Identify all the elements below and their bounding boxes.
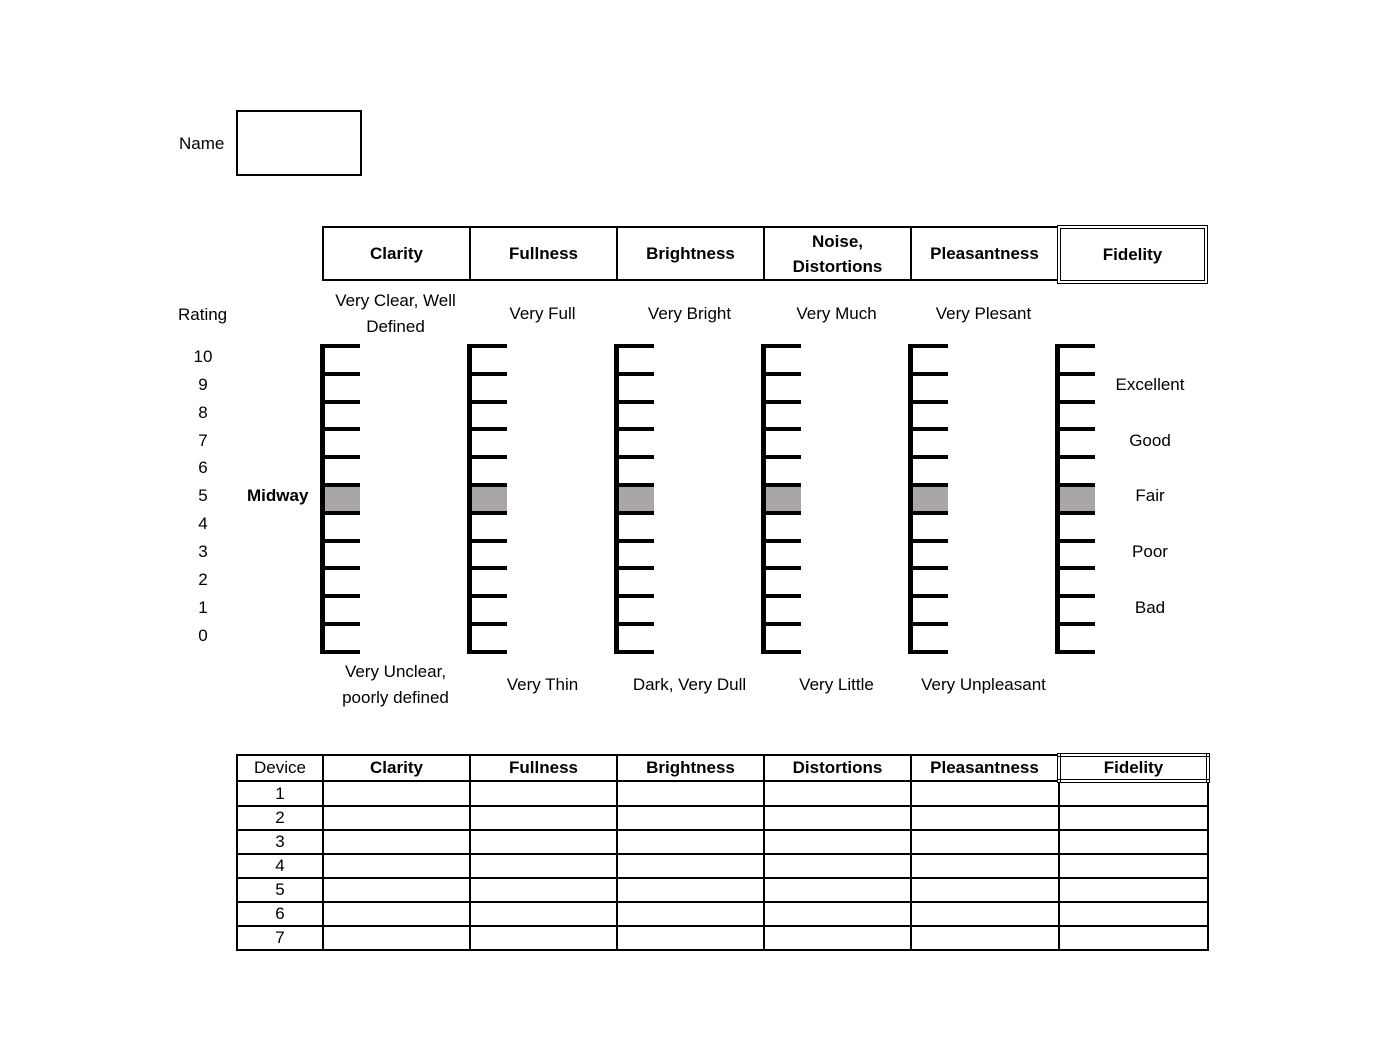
scale-tick (614, 372, 654, 376)
scale-tick (320, 594, 360, 598)
scale-tick (1055, 539, 1095, 543)
rating-number: 9 (198, 375, 208, 394)
scale-fullness[interactable] (467, 344, 509, 654)
scale-tick (1055, 455, 1095, 459)
top-descriptor-fullness: Very Full (509, 304, 576, 323)
scale-noise-distortions[interactable] (761, 344, 803, 654)
score-cell[interactable] (470, 854, 617, 878)
scale-midway-band (619, 487, 654, 511)
score-cell[interactable] (764, 926, 911, 950)
scale-tick (908, 511, 948, 515)
score-cell[interactable] (764, 830, 911, 854)
scale-midway-band (1060, 487, 1095, 511)
scale-tick (908, 622, 948, 626)
scale-tick (467, 427, 507, 431)
score-cell[interactable] (764, 854, 911, 878)
rating-number: 2 (198, 570, 208, 589)
scale-tick (761, 650, 801, 654)
bottom-descriptor-pleasantness: Very Unpleasant (921, 675, 1046, 694)
scale-tick (320, 427, 360, 431)
score-cell[interactable] (323, 781, 470, 806)
scale-tick (1055, 372, 1095, 376)
scale-tick (614, 511, 654, 515)
score-cell[interactable] (1059, 878, 1208, 902)
score-cell[interactable] (470, 781, 617, 806)
score-cell[interactable] (323, 854, 470, 878)
device-number: 6 (237, 902, 323, 926)
scale-tick (761, 594, 801, 598)
scale-tick (614, 539, 654, 543)
scale-tick (320, 511, 360, 515)
scale-tick (761, 400, 801, 404)
top-descriptor-clarity: Very Clear, Well Defined (335, 291, 456, 336)
scale-tick (320, 455, 360, 459)
device-number: 3 (237, 830, 323, 854)
score-cell[interactable] (911, 830, 1059, 854)
column-header-brightness: Brightness (617, 755, 764, 781)
rating-number: 7 (198, 431, 208, 450)
scale-clarity[interactable] (320, 344, 362, 654)
scale-tick (1055, 400, 1095, 404)
scale-tick (761, 427, 801, 431)
scale-midway-band (913, 487, 948, 511)
table-row (237, 902, 1208, 926)
column-header-pleasantness: Pleasantness (911, 755, 1059, 781)
scale-tick (1055, 427, 1095, 431)
header-fullness: Fullness (469, 226, 618, 281)
scale-tick (761, 622, 801, 626)
results-header-row (237, 755, 1208, 781)
midway-label: Midway (247, 486, 309, 505)
header-pleasantness: Pleasantness (910, 226, 1059, 281)
score-cell[interactable] (911, 781, 1059, 806)
scale-tick (614, 344, 654, 348)
scale-tick (614, 427, 654, 431)
scale-tick (1055, 622, 1095, 626)
scale-tick (908, 566, 948, 570)
score-cell[interactable] (617, 902, 764, 926)
score-cell[interactable] (1059, 902, 1208, 926)
rating-number: 1 (198, 598, 208, 617)
score-cell[interactable] (911, 878, 1059, 902)
scale-tick (320, 650, 360, 654)
scale-brightness[interactable] (614, 344, 656, 654)
score-cell[interactable] (911, 806, 1059, 830)
score-cell[interactable] (470, 806, 617, 830)
scale-tick (908, 400, 948, 404)
scale-tick (614, 400, 654, 404)
scale-tick (614, 650, 654, 654)
scale-tick (614, 594, 654, 598)
scale-tick (614, 566, 654, 570)
scale-tick (908, 344, 948, 348)
score-cell[interactable] (323, 902, 470, 926)
rating-number: 6 (198, 458, 208, 477)
table-row (237, 926, 1208, 950)
score-cell[interactable] (911, 902, 1059, 926)
scale-tick (320, 344, 360, 348)
header-brightness: Brightness (616, 226, 765, 281)
scale-tick (320, 372, 360, 376)
rating-number: 10 (193, 347, 213, 366)
quality-label-poor: Poor (1132, 542, 1168, 561)
scale-tick (467, 539, 507, 543)
score-cell[interactable] (1059, 854, 1208, 878)
bottom-descriptor-brightness: Dark, Very Dull (632, 675, 747, 694)
top-descriptor-noise: Very Much (796, 304, 877, 323)
score-cell[interactable] (911, 926, 1059, 950)
rating-number: 5 (198, 486, 208, 505)
device-number: 2 (237, 806, 323, 830)
rating-number: 8 (198, 403, 208, 422)
scale-fidelity[interactable] (1055, 344, 1097, 654)
scale-tick (467, 566, 507, 570)
scale-tick (908, 650, 948, 654)
score-cell[interactable] (1059, 781, 1208, 806)
score-cell[interactable] (617, 878, 764, 902)
header-fidelity: Fidelity (1057, 225, 1208, 284)
scale-tick (614, 622, 654, 626)
column-header-distortions: Distortions (764, 755, 911, 781)
table-row (237, 878, 1208, 902)
scale-midway-band (766, 487, 801, 511)
scale-tick (908, 539, 948, 543)
scale-tick (320, 566, 360, 570)
scale-tick (761, 344, 801, 348)
scale-midway-band (472, 487, 507, 511)
score-cell[interactable] (764, 878, 911, 902)
score-cell[interactable] (470, 878, 617, 902)
table-row (237, 830, 1208, 854)
device-number: 5 (237, 878, 323, 902)
device-number: 4 (237, 854, 323, 878)
quality-label-bad: Bad (1134, 598, 1166, 617)
score-cell[interactable] (470, 926, 617, 950)
score-cell[interactable] (617, 926, 764, 950)
header-noise-distortions: Noise, Distortions (763, 226, 912, 281)
quality-label-good: Good (1129, 431, 1171, 450)
scale-tick (320, 622, 360, 626)
scale-tick (1055, 650, 1095, 654)
name-label: Name (179, 134, 225, 153)
scale-tick (320, 400, 360, 404)
bottom-descriptor-fullness: Very Thin (506, 675, 579, 694)
scale-tick (467, 372, 507, 376)
table-row (237, 854, 1208, 878)
scale-tick (761, 455, 801, 459)
score-cell[interactable] (323, 806, 470, 830)
score-cell[interactable] (764, 806, 911, 830)
scale-tick (908, 372, 948, 376)
score-cell[interactable] (470, 902, 617, 926)
score-cell[interactable] (323, 830, 470, 854)
scale-tick (1055, 511, 1095, 515)
scale-tick (467, 400, 507, 404)
rating-label: Rating (178, 305, 228, 324)
device-number: 1 (237, 781, 323, 806)
column-header-clarity: Clarity (323, 755, 470, 781)
results-table (236, 753, 1210, 951)
scale-tick (467, 622, 507, 626)
score-cell[interactable] (617, 806, 764, 830)
score-cell[interactable] (764, 781, 911, 806)
scale-midway-band (325, 487, 360, 511)
scale-tick (467, 650, 507, 654)
rating-number: 3 (198, 542, 208, 561)
rating-number: 0 (198, 626, 208, 645)
scale-tick (1055, 344, 1095, 348)
scale-tick (467, 511, 507, 515)
score-cell[interactable] (911, 854, 1059, 878)
scale-tick (761, 539, 801, 543)
scale-tick (614, 455, 654, 459)
column-header-fullness: Fullness (470, 755, 617, 781)
score-cell[interactable] (1059, 926, 1208, 950)
scale-tick (761, 566, 801, 570)
quality-label-excellent: Excellent (1115, 375, 1185, 394)
name-input-box[interactable] (236, 110, 362, 176)
score-cell[interactable] (764, 902, 911, 926)
score-cell[interactable] (617, 830, 764, 854)
scale-tick (908, 594, 948, 598)
scale-tick (467, 344, 507, 348)
device-number: 7 (237, 926, 323, 950)
column-header-device: Device (237, 755, 323, 781)
score-cell[interactable] (1059, 806, 1208, 830)
scale-tick (761, 372, 801, 376)
quality-label-fair: Fair (1135, 486, 1165, 505)
bottom-descriptor-clarity: Very Unclear, poorly defined (342, 662, 449, 707)
scale-tick (467, 455, 507, 459)
score-cell[interactable] (323, 926, 470, 950)
top-descriptor-brightness: Very Bright (647, 304, 732, 323)
scale-tick (908, 455, 948, 459)
column-header-fidelity: Fidelity (1059, 755, 1208, 781)
top-descriptor-pleasantness: Very Plesant (935, 304, 1032, 323)
scale-tick (320, 539, 360, 543)
scale-tick (908, 427, 948, 431)
score-cell[interactable] (1059, 830, 1208, 854)
table-row (237, 806, 1208, 830)
scale-tick (1055, 594, 1095, 598)
header-clarity: Clarity (322, 226, 471, 281)
score-cell[interactable] (470, 830, 617, 854)
scale-pleasantness[interactable] (908, 344, 950, 654)
score-cell[interactable] (617, 781, 764, 806)
bottom-descriptor-noise: Very Little (799, 675, 874, 694)
table-row (237, 781, 1208, 806)
score-cell[interactable] (323, 878, 470, 902)
scale-tick (761, 511, 801, 515)
scale-tick (1055, 566, 1095, 570)
rating-number: 4 (198, 514, 208, 533)
score-cell[interactable] (617, 854, 764, 878)
scale-tick (467, 594, 507, 598)
